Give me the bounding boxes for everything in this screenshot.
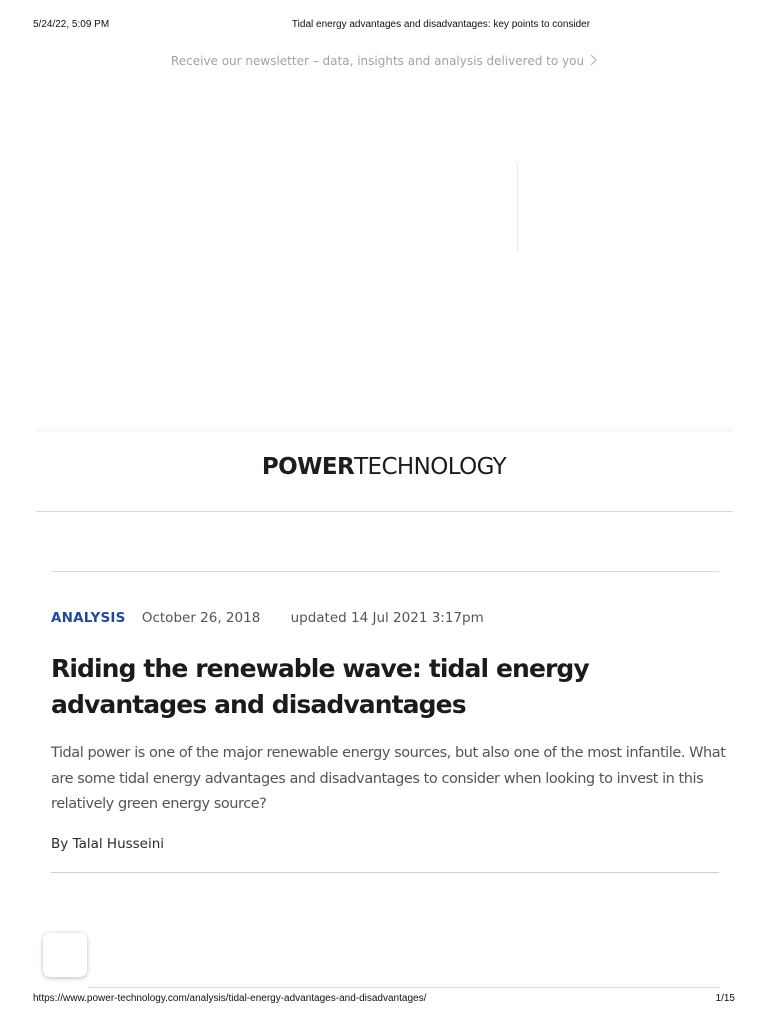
print-header bbox=[0, 17, 768, 33]
newsletter-link[interactable] bbox=[0, 54, 768, 69]
page-number: 1/15 bbox=[715, 993, 735, 1004]
ad-placeholder-line bbox=[517, 163, 518, 251]
article-headline: Riding the renewable wave: tidal energy advantages and disadvantages bbox=[51, 654, 589, 719]
print-date: 5/24/22, 5:09 PM bbox=[33, 19, 110, 30]
updated-date: updated 14 Jul 2021 3:17pm bbox=[290, 610, 484, 626]
publish-date: October 26, 2018 bbox=[141, 610, 261, 626]
print-footer bbox=[0, 991, 768, 1005]
article-meta bbox=[51, 610, 484, 630]
byline-divider bbox=[51, 872, 719, 873]
chevron-right-icon bbox=[590, 54, 597, 69]
newsletter-text: Receive our newsletter – data, insights and analysis delivered to you bbox=[170, 54, 585, 68]
header-divider bbox=[36, 511, 733, 512]
category-link[interactable]: ANALYSIS bbox=[51, 610, 126, 626]
byline bbox=[51, 836, 164, 852]
floating-widget-button[interactable] bbox=[43, 933, 87, 977]
print-url: https://www.power-technology.com/analysis/tidal-energy-advantages-and-disadvantages/ bbox=[33, 993, 427, 1004]
logo-word-power: POWER bbox=[261, 454, 355, 480]
header-shadow bbox=[36, 424, 733, 432]
article-top-divider bbox=[51, 571, 719, 572]
article-standfirst: Tidal power is one of the major renewable energy sources, but also one of the most infantile. What are some tidal energy advantages and disadvantages to consider when looking to invest in this relatively green energy source? bbox=[51, 745, 726, 812]
site-logo[interactable] bbox=[0, 454, 768, 480]
print-page-title: Tidal energy advantages and disadvantages: key points to consider bbox=[291, 19, 591, 30]
author-link[interactable]: Talal Husseini bbox=[72, 836, 165, 852]
logo-word-technology: TECHNOLOGY bbox=[354, 454, 507, 480]
bottom-divider bbox=[88, 987, 720, 988]
byline-prefix: By bbox=[51, 836, 69, 852]
